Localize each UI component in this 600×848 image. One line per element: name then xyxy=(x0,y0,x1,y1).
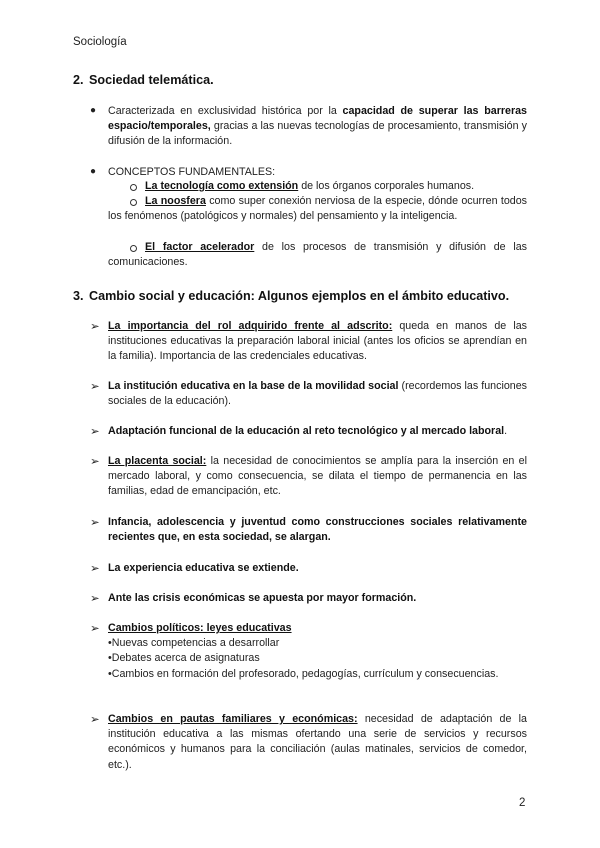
concept-noosfera: La noosfera como super conexión nerviosa de la especie, dónde ocurren todos los fenómenos (patológicos y normales) del pensamiento y la inteligencia. xyxy=(108,195,527,223)
section-3-title: Cambio social y educación: Algunos ejemplos en el ámbito educativo. xyxy=(89,289,510,303)
section-3-heading xyxy=(73,289,509,303)
sociedad-telematica-paragraph: Caracterizada en exclusividad histórica por la capacidad de superar las barreras espacio/temporales, gracias a las nuevas tecnologías de procesamiento, transmisión y difusión de la información. xyxy=(108,105,528,148)
item-crisis-economicas: Ante las crisis económicas se apuesta por mayor formación. xyxy=(108,592,417,604)
section-2-title: Sociedad telemática. xyxy=(89,73,214,87)
conceptos-label: CONCEPTOS FUNDAMENTALES: xyxy=(108,166,276,178)
arrow-bullet-icon: ➢ xyxy=(90,321,100,333)
item-placenta-social: La placenta social: la necesidad de conocimientos se amplía para la inserción en el mercado laboral, y como consecuencia, se dilata el tiempo de permanencia en las familias, edad de emancipación, etc. xyxy=(108,455,527,498)
arrow-bullet-icon: ➢ xyxy=(90,456,100,468)
bullet-icon: ● xyxy=(90,166,97,177)
arrow-bullet-icon: ➢ xyxy=(90,623,100,635)
item-experiencia-educativa: La experiencia educativa se extiende. xyxy=(108,562,299,574)
concept-factor-acelerador: El factor acelerador de los procesos de transmisión y difusión de las comunicaciones. xyxy=(108,241,528,269)
circle-bullet-icon xyxy=(130,184,137,191)
item-pautas-familiares: Cambios en pautas familiares y económicas: necesidad de adaptación de la institución educativa a las mismas ofertando una serie de servicios y recursos económicos y humanos para la conciliación (aulas matinales, servicios de comedor, etc.). xyxy=(108,713,527,771)
section-2-heading xyxy=(73,73,214,87)
arrow-bullet-icon: ➢ xyxy=(90,714,100,726)
item-cambios-politicos: Cambios políticos: leyes educativas •Nuevas competencias a desarrollar •Debates acerca de asignaturas •Cambios en formación del profesorado, pedagogías, currículum y consecuencias. xyxy=(108,622,499,680)
running-header: Sociología xyxy=(73,36,127,48)
arrow-bullet-icon: ➢ xyxy=(90,517,100,529)
section-2-number: 2. xyxy=(73,73,84,87)
arrow-bullet-icon: ➢ xyxy=(90,593,100,605)
item-infancia-juventud: Infancia, adolescencia y juventud como construcciones sociales relativamente recientes que, en esta sociedad, se alargan. xyxy=(108,516,527,544)
item-rol-adquirido: La importancia del rol adquirido frente al adscrito: queda en manos de las instituciones educativas la preparación laboral inicial (antes los oficios se aprendían en la familia). Importancia de las credenciales educativas. xyxy=(108,320,527,363)
item-movilidad-social: La institución educativa en la base de la movilidad social (recordemos las funciones sociales de la educación). xyxy=(108,380,528,408)
item-adaptacion-funcional: Adaptación funcional de la educación al reto tecnológico y al mercado laboral. xyxy=(108,425,508,437)
page-number: 2 xyxy=(519,797,526,809)
bullet-icon: ● xyxy=(90,105,97,116)
arrow-bullet-icon: ➢ xyxy=(90,426,100,438)
concept-tecnologia: La tecnología como extensión de los órganos corporales humanos. xyxy=(145,180,475,192)
arrow-bullet-icon: ➢ xyxy=(90,381,100,393)
arrow-bullet-icon: ➢ xyxy=(90,563,100,575)
section-3-number: 3. xyxy=(73,289,84,303)
